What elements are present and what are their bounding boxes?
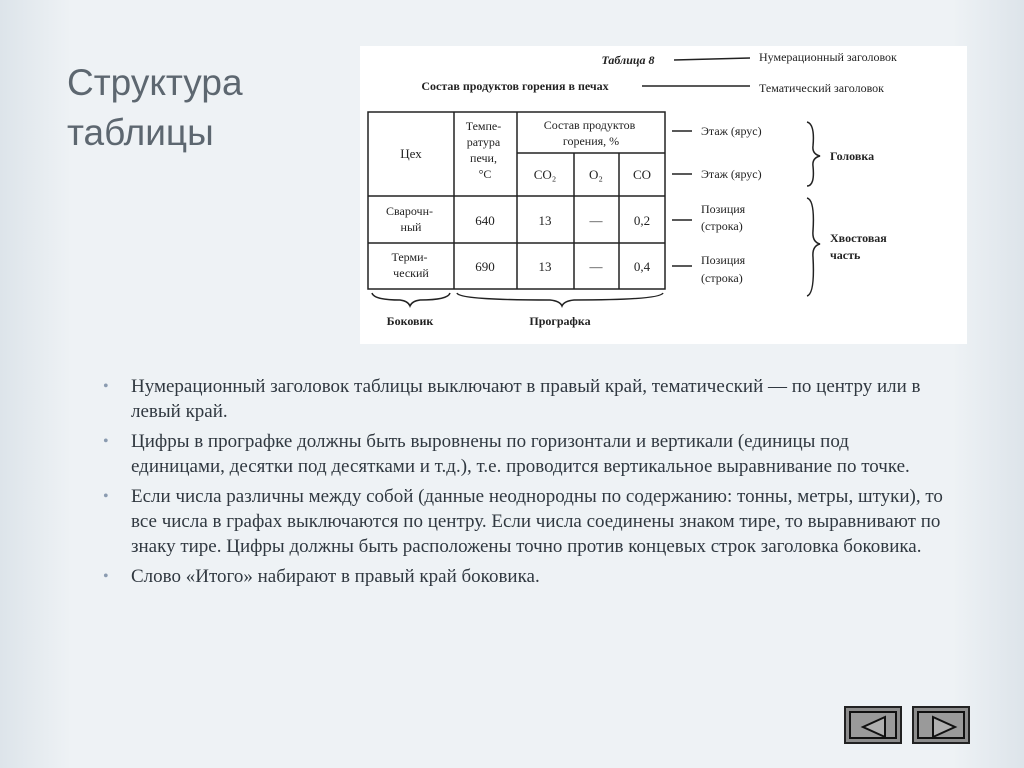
bullet-dot-icon: • [103, 488, 109, 505]
triangle-right-icon [914, 708, 972, 746]
slide-title: Структура таблицы [67, 62, 243, 153]
row-shop-line: ческий [393, 266, 429, 280]
row-o2: — [589, 259, 603, 274]
annotation-thematic-header: Тематический заголовок [759, 81, 884, 95]
bullet-item [103, 564, 943, 589]
annotation-position2: Позиция [701, 253, 746, 267]
col-temp-line: печи, [470, 151, 497, 165]
col-temp-line: °С [478, 167, 492, 181]
svg-text:Терми- ческий [391, 250, 430, 280]
row-shop-line: ный [400, 220, 422, 234]
subcol-o2: O₂ [589, 167, 603, 182]
annotation-tier2: Этаж (ярус) [701, 167, 762, 181]
bullet-dot-icon: • [103, 378, 109, 395]
bullet-text: Нумерационный заголовок таблицы выключают в правый край, тематический — по центру или в левый край. [131, 376, 921, 422]
bullet-item [103, 484, 943, 559]
row-temp: 640 [475, 213, 495, 228]
col-comp-line: Состав продуктов [543, 118, 636, 132]
annotation-position1-sub: (строка) [701, 219, 743, 233]
bullet-dot-icon: • [103, 568, 109, 585]
annotation-tail: Хвостовая [830, 231, 887, 245]
previous-slide-button[interactable] [844, 706, 902, 744]
row-co: 0,2 [633, 213, 651, 228]
thematic-header: Состав продуктов горения в печах [421, 79, 609, 93]
annotation-head: Головка [830, 149, 875, 163]
col-comp-line: горения, % [562, 134, 620, 148]
annotation-position2-sub: (строка) [701, 271, 743, 285]
col-temp-line: Темпе- [465, 119, 502, 133]
subcol-co: CO [632, 167, 652, 182]
svg-text:Хвостовая часть [830, 231, 890, 262]
annotation-position1: Позиция [701, 202, 746, 216]
annotation-numbering-header: Нумерационный заголовок [759, 50, 897, 64]
annotation-stub: Боковик [386, 314, 434, 328]
col-shop-header: Цех [400, 146, 422, 161]
row-co2: 13 [538, 213, 552, 228]
annotation-tier1: Этаж (ярус) [701, 124, 762, 138]
row-co: 0,4 [633, 259, 651, 274]
row-co2: 13 [538, 259, 552, 274]
row-shop-line: Терми- [391, 250, 428, 264]
number-header: Таблица 8 [601, 53, 655, 67]
col-temp-line: ратура [466, 135, 501, 149]
triangle-left-icon [846, 708, 904, 746]
subcol-co2: CO₂ [533, 167, 557, 182]
svg-text:Темпе- ратура печи [466, 119, 505, 181]
bullet-text: Цифры в прографке должны быть выровнены по горизонтали и вертикали (единицы под единицами, десятки под десятками и т.д.), т.е. проводится вертикальное выравнивание по точке. [131, 431, 910, 477]
svg-text:Позиция (строка) [701, 202, 748, 233]
table-structure-figure [360, 46, 967, 344]
bullet-text: Если числа различны между собой (данные неоднородны по содержанию: тонны, метры, штуки), то все числа в графах выключаются по центру. Если числа соединены знаком тире, то выравнивают по знаку тире. Цифры должны быть расположены точно против концевых строк заголовка боковика. [131, 486, 943, 557]
next-slide-button[interactable] [912, 706, 970, 744]
annotation-tail-sub: часть [830, 248, 861, 262]
svg-text:Позиция (строка) [701, 253, 748, 285]
svg-text:Состав продуктов горения [544, 118, 639, 148]
svg-text:Сварочн- ный [386, 204, 436, 234]
row-shop-line: Сварочн- [386, 204, 433, 218]
bullet-item [103, 374, 943, 424]
annotation-body: Прографка [529, 314, 591, 328]
bullet-text: Слово «Итого» набирают в правый край боковика. [131, 566, 540, 587]
bullet-item [103, 429, 943, 479]
row-o2: — [589, 213, 603, 228]
row-temp: 690 [475, 259, 495, 274]
bullet-list [103, 374, 943, 594]
bullet-dot-icon: • [103, 433, 109, 450]
